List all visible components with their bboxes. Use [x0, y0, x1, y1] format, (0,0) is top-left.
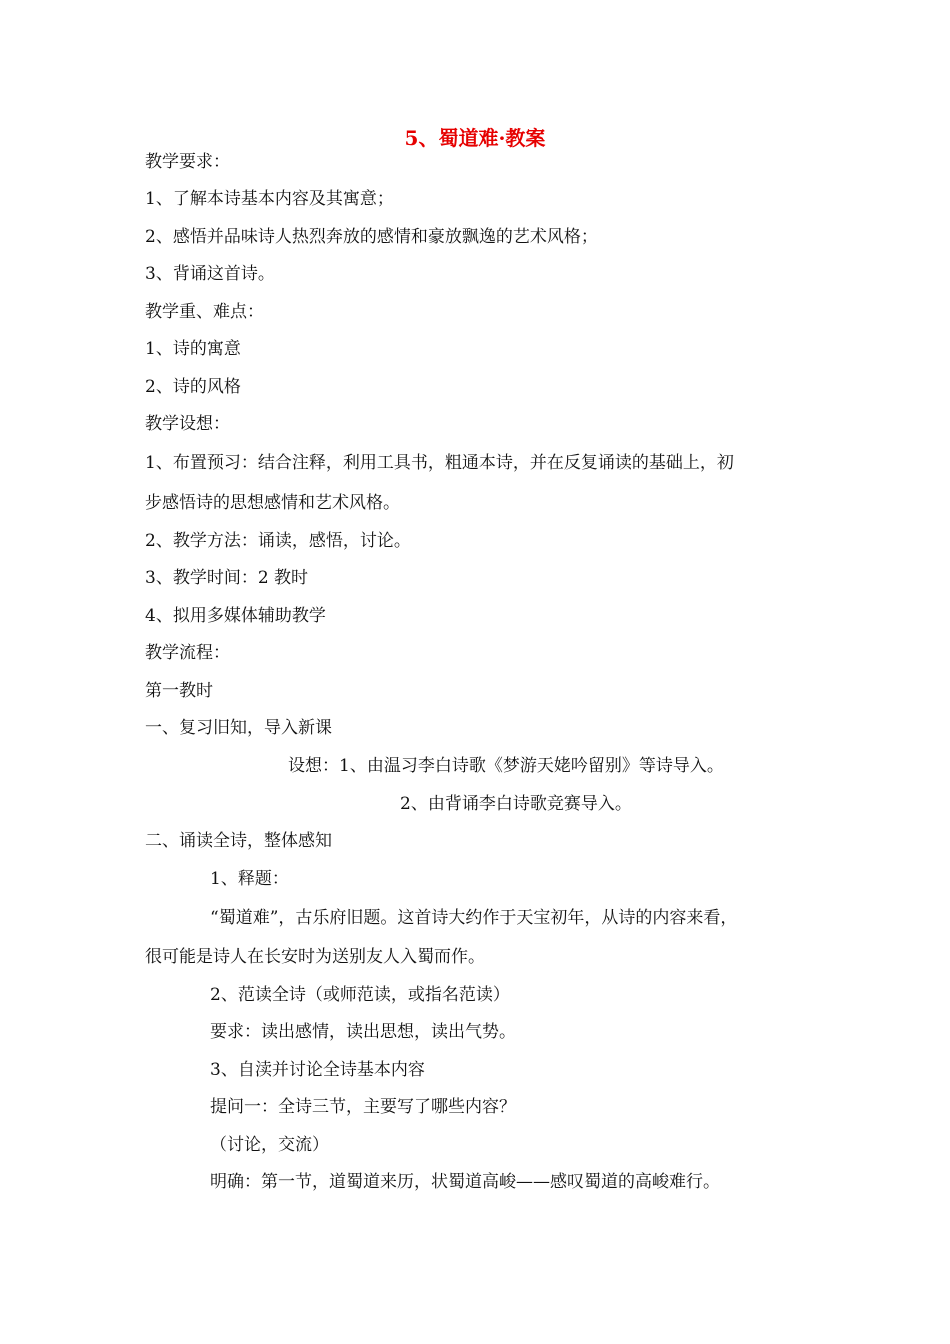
text-line: 教学重、难点：: [145, 302, 264, 322]
text-line: 1、诗的寓意: [145, 339, 241, 359]
text-line: 1、了解本诗基本内容及其寓意；: [145, 189, 394, 209]
text-line: 教学设想：: [145, 414, 230, 434]
text-line: “蜀道难”，古乐府旧题。这首诗大约作于天宝初年，从诗的内容来看，: [210, 908, 738, 928]
text-line: 教学要求：: [145, 152, 230, 172]
text-line: 一、复习旧知，导入新课: [145, 718, 332, 738]
text-line: 很可能是诗人在长安时为送别友人入蜀而作。: [145, 947, 485, 967]
text-line: 1、释题：: [210, 869, 289, 889]
text-line: 2、感悟并品味诗人热烈奔放的感情和豪放飘逸的艺术风格；: [145, 227, 598, 247]
text-line: 要求：读出感情，读出思想，读出气势。: [210, 1022, 516, 1042]
text-line: 明确：第一节，道蜀道来历，状蜀道高峻——感叹蜀道的高峻难行。: [210, 1172, 720, 1192]
text-line: 3、自渎并讨论全诗基本内容: [210, 1060, 425, 1080]
text-line: 2、范读全诗（或师范读，或指名范读）: [210, 985, 510, 1005]
text-line: 第一教时: [145, 681, 213, 701]
text-line: 1、布置预习：结合注释，利用工具书，粗通本诗，并在反复诵读的基础上，初: [145, 453, 734, 473]
text-line: 教学流程：: [145, 643, 230, 663]
text-line: 二、诵读全诗，整体感知: [145, 831, 332, 851]
text-line: 3、教学时间：2 教时: [145, 568, 309, 588]
text-line: 4、拟用多媒体辅助教学: [145, 606, 326, 626]
text-line: 3、背诵这首诗。: [145, 264, 275, 284]
text-line: （讨论，交流）: [210, 1135, 329, 1155]
text-line: 2、由背诵李白诗歌竞赛导入。: [400, 794, 632, 814]
text-line: 步感悟诗的思想感情和艺术风格。: [145, 493, 400, 513]
document-title: 5、蜀道难·教案: [404, 126, 546, 150]
text-line: 提问一：全诗三节，主要写了哪些内容？: [210, 1097, 516, 1117]
text-line: 2、诗的风格: [145, 377, 241, 397]
text-line: 2、教学方法：诵读，感悟，讨论。: [145, 531, 411, 551]
text-line: 设想：1、由温习李白诗歌《梦游天姥吟留别》等诗导入。: [288, 756, 724, 776]
